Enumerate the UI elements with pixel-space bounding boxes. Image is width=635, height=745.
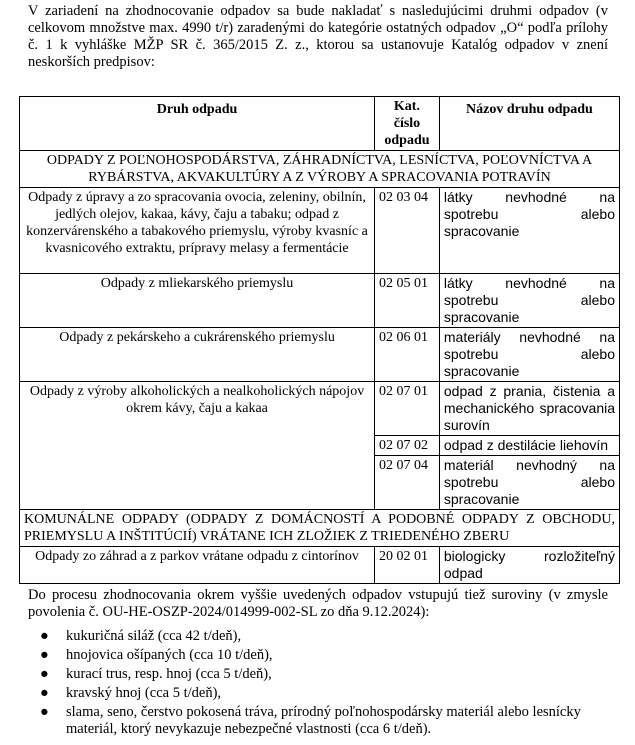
table-row (20, 188, 620, 274)
header-catalog-number: Kat. číslo odpadu (375, 97, 440, 151)
list-item (38, 647, 608, 664)
table-header-row (20, 97, 620, 151)
bullet-icon: ● (40, 685, 49, 701)
list-item-text: kurací trus, resp. hnoj (cca 5 t/deň), (66, 666, 272, 682)
bullet-icon: ● (40, 704, 49, 720)
waste-code-cell: 02 07 02 (375, 436, 440, 456)
list-item (38, 628, 608, 645)
waste-kind-cell: Odpady z pekárskeho a cukrárenského priemyslu (20, 328, 375, 382)
list-item-text: kravský hnoj (cca 5 t/deň), (66, 685, 222, 701)
waste-code-cell: 02 06 01 (375, 328, 440, 382)
list-item-text: kukuričná siláž (cca 42 t/deň), (66, 628, 242, 644)
waste-name-cell: materiály nevhodné na spotrebu alebo spracovanie (439, 328, 619, 382)
waste-code-cell: 02 03 04 (375, 188, 440, 274)
table-row (20, 382, 620, 436)
list-item (38, 666, 608, 683)
waste-kind-cell: Odpady z výroby alkoholických a nealkoholických nápojov okrem kávy, čaju a kakaa (20, 382, 375, 510)
waste-code-cell: 20 02 01 (375, 547, 440, 584)
header-waste-kind: Druh odpadu (20, 97, 375, 151)
input-materials-list (38, 628, 608, 740)
bullet-icon: ● (40, 647, 49, 663)
table-row (20, 274, 620, 328)
section-row (20, 510, 620, 547)
table-row (20, 328, 620, 382)
list-item (38, 704, 608, 738)
waste-name-cell: materiál nevhodný na spotrebu alebo spracovanie (439, 456, 619, 510)
section-title-agriculture: ODPADY Z POĽNOHOSPODÁRSTVA, ZÁHRADNÍCTVA, LESNÍCTVA, POĽOVNÍCTVA A RYBÁRSTVA, AKVAKULTÚRY A Z VÝROBY A SPRACOVANIA POTRAVÍN (20, 151, 620, 188)
list-item-text: slama, seno, čerstvo pokosená tráva, prírodný poľnohospodársky materiál alebo lesnícky materiál, ktorý nevykazuje nebezpečné vlastnosti (cca 6 t/deň). (66, 704, 581, 737)
waste-kind-cell: Odpady zo záhrad a z parkov vrátane odpadu z cintorínov (20, 547, 375, 584)
bullet-icon: ● (40, 666, 49, 682)
outro-paragraph: Do procesu zhodnocovania okrem vyššie uvedených odpadov vstupujú tiež suroviny (v zmysle povolenia č. OU-HE-OSZP-2024/014999-002-SL zo dňa 9.12.2024): (28, 587, 608, 620)
waste-kind-cell: Odpady z úpravy a zo spracovania ovocia, zeleniny, obilnín, jedlých olejov, kakaa, kávy, čaju a tabaku; odpad z konzervárenského a tabakového priemyslu, výroby kvasníc a kvasnicového extraktu, prípravy melasy a fermentácie (20, 188, 375, 274)
list-item-text: hnojovica ošípaných (cca 10 t/deň), (66, 647, 273, 663)
waste-code-cell: 02 07 01 (375, 382, 440, 436)
section-title-municipal: KOMUNÁLNE ODPADY (ODPADY Z DOMÁCNOSTÍ A PODOBNÉ ODPADY Z OBCHODU, PRIEMYSLU A INŠTITÚCIÍ) VRÁTANE ICH ZLOŽIEK Z TRIEDENÉHO ZBERU (20, 510, 620, 547)
waste-code-cell: 02 07 04 (375, 456, 440, 510)
waste-code-cell: 02 05 01 (375, 274, 440, 328)
waste-name-cell: látky nevhodné na spotrebu alebo spracovanie (439, 274, 619, 328)
list-item (38, 685, 608, 702)
waste-name-cell: odpad z destilácie liehovín (439, 436, 619, 456)
waste-name-cell: látky nevhodné na spotrebu alebo spracovanie (439, 188, 619, 274)
section-row (20, 151, 620, 188)
bullet-icon: ● (40, 628, 49, 644)
waste-name-cell: odpad z prania, čistenia a mechanického spracovania surovín (439, 382, 619, 436)
header-waste-name: Názov druhu odpadu (439, 97, 619, 151)
waste-table (19, 96, 620, 584)
intro-paragraph: V zariadení na zhodnocovanie odpadov sa bude nakladať s nasledujúcimi druhmi odpadov (v celkovom množstve max. 4990 t/r) zaradenými do kategórie ostatných odpadov „O“ podľa prílohy č. 1 k vyhláške MŽP SR č. 365/2015 Z. z., ktorou sa ustanovuje Katalóg odpadov v znení neskorších predpisov: (28, 3, 608, 70)
waste-name-cell: biologicky rozložiteľný odpad (439, 547, 619, 584)
waste-kind-cell: Odpady z mliekarského priemyslu (20, 274, 375, 328)
table-row (20, 547, 620, 584)
